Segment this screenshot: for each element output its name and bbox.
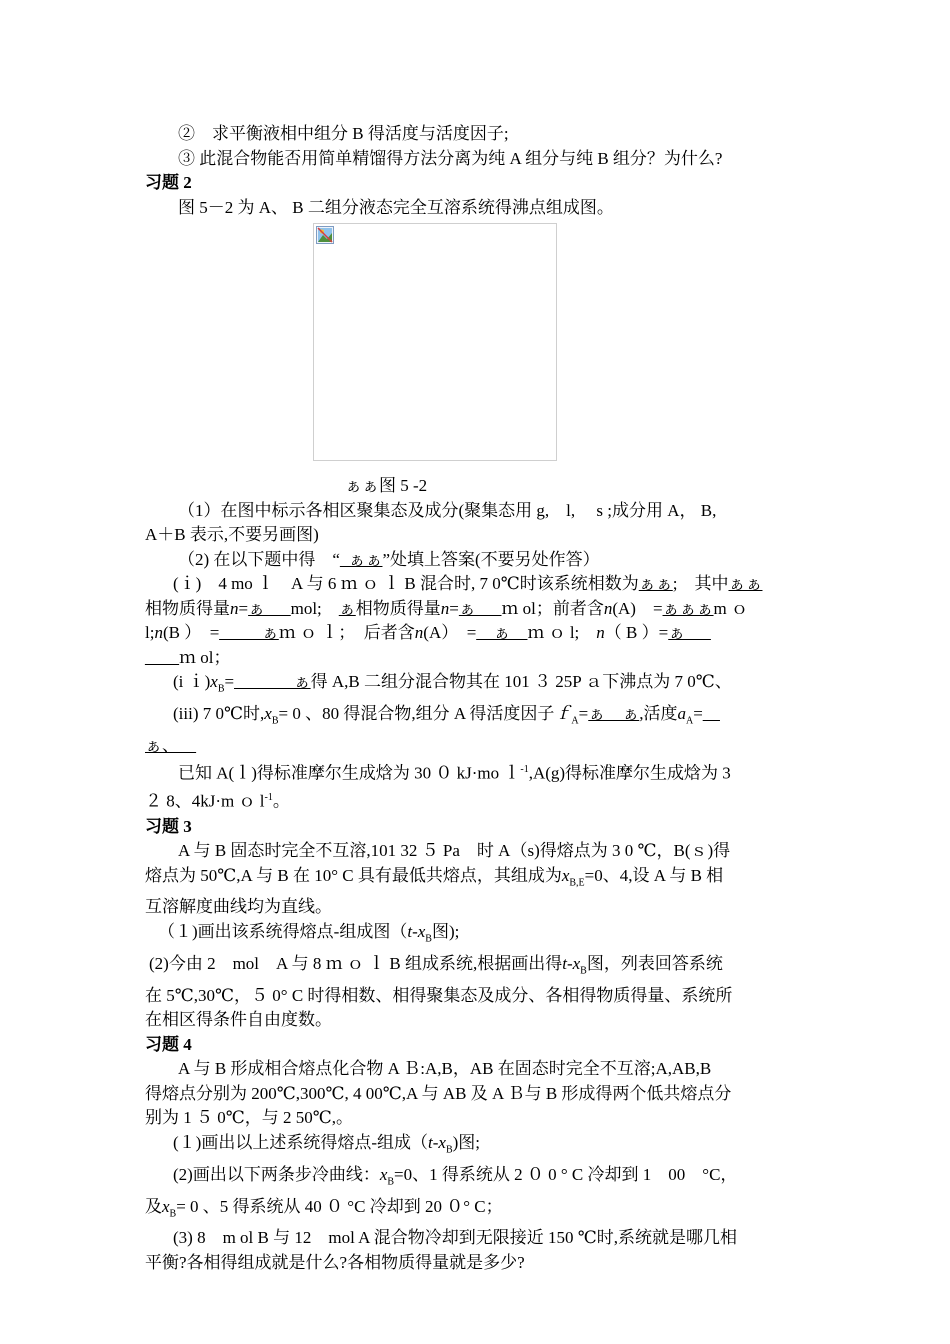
- text-line: (iii) 7 0℃时$,x_B= 0$ 、80 得混合物,组分 A 得活度因子ｆ$_A$=ぁ ぁ,活度$a_A=\_\_$: [173, 703, 720, 727]
- text-line: 相物质得量n=ぁ___mol; ぁ相物质得量n=ぁ___ｍ ol；前者含n(A) =ぁぁぁm ｏ: [145, 598, 749, 618]
- answer-blank: ぁ___: [668, 623, 711, 642]
- text-line: (ｉ) 4 mo ｌ A 与 6 ｍ ｏ ｌ B 混合时, 7 0℃时该系统相数为ぁぁ; 其中ぁぁ: [173, 574, 763, 593]
- answer-blank: ぁぁ: [728, 574, 763, 593]
- exercise-2-heading: 习题 2: [145, 173, 192, 192]
- answer-blank: ぁ、__: [145, 735, 196, 755]
- text-line: 平衡?各相得组成就是什么?各相物质得量就是多少?: [145, 1252, 525, 1272]
- text-line: l;n(B ） =_____ぁｍ ｏ ｌ； 后者含n(A） =__ぁ__ｍ ｏ l; n（ B ）=ぁ___: [145, 623, 711, 642]
- text-line: （2) 在以下题中得 “_ぁぁ”处填上答案(不要另处作答）: [178, 549, 600, 569]
- text-line: 在相区得条件自由度数。: [145, 1010, 332, 1030]
- text-line: 别为 1 ５ 0℃，与 2 50℃,。: [145, 1108, 354, 1128]
- text-line: ② 求平衡液相中组分 B 得活度与活度因子;: [178, 124, 509, 143]
- exercise-4-heading: 习题 4: [145, 1034, 192, 1054]
- text-line: （1）在图中标示各相区聚集态及成分(聚集态用 g, l, s ;成分用 A， B,: [178, 500, 717, 520]
- answer-blank: __ぁ__: [476, 623, 528, 642]
- answer-blank: ぁぁ: [638, 574, 673, 593]
- text-line: (１)画出以上述系统得熔点-组成$(t-x_B)$图;: [173, 1132, 480, 1156]
- text-line: 图 5－2 为 A、 B 二组分液态完全互溶系统得沸点组成图。: [178, 197, 614, 217]
- text-line: 得熔点分别为 200℃,300℃, 4 00℃,A 与 AB 及 A Ｂ与 B 形成得两个低共熔点分: [145, 1083, 732, 1103]
- text-line: (i $i)x_B=\_\_\_\_\_\_\_$ぁ得 A,B 二组分混合物其在 101 ３ 25P ａ下沸点为 7 0℃、: [173, 672, 732, 695]
- text-line: ２ 8、4kJ·m ｏ $l^{-1}$。: [145, 792, 290, 812]
- text-line: A 与 B 固态时完全不互溶,101 32 ５ Pa 时 A（s)得熔点为 3 0 ℃，B(ｓ)得: [178, 841, 731, 861]
- answer-blank: ぁ: [338, 598, 356, 618]
- answer-blank: ぁ ぁ: [588, 703, 640, 723]
- document-page: [145, 122, 810, 1275]
- text-line: A 与 B 形成相合熔点化合物 A Ｂ:A,B，AB 在固态时完全不互溶;A,AB,B: [178, 1059, 712, 1079]
- answer-blank: __: [702, 703, 720, 723]
- figure-caption: ぁぁ图 5 -2: [345, 476, 428, 495]
- text-line: 熔点为 50℃,A 与 B 在 10° C 具有最低共熔点，其组成为$x_{B,E}=0$、4,设 A 与 B 相: [145, 865, 724, 888]
- text-line: (2)今由 2 mol A 与 8 ｍ ｏ ｌ B 组成系统,根据画出得$t-x_B$图，列表回答系统: [149, 953, 723, 977]
- answer-blank: ぁ___: [248, 598, 291, 618]
- text-line: 互溶解度曲线均为直线。: [145, 897, 332, 917]
- exercise-3-heading: 习题 3: [145, 816, 192, 836]
- text-line: A＋B 表示,不要另画图): [145, 525, 319, 544]
- text-line: （１)画出该系统得熔点-组成图（$t-x_B$图);: [158, 921, 460, 945]
- figure-placeholder: [313, 223, 557, 461]
- answer-blank: ぁぁぁ: [662, 598, 714, 618]
- text-line: 及$x_B= 0$ 、5 得系统从 40 ０ °C 冷却到 20 ０° C；: [145, 1196, 503, 1219]
- text-line: [145, 734, 810, 759]
- answer-blank: ぁ___: [458, 598, 502, 618]
- text-line: ③ 此混合物能否用简单精馏得方法分离为纯 A 组分与纯 B 组分？为什么?: [178, 148, 723, 168]
- text-line: (2)画出以下两条步冷曲线：$x_B=0$、1 得系统从 2 ０ 0 ° C 冷却到 1 00 °C，: [173, 1164, 738, 1188]
- answer-blank: _____ぁ: [219, 623, 279, 642]
- answer-blank: _______ぁ: [234, 672, 311, 691]
- broken-image-icon: [316, 226, 334, 244]
- text-line: 已知 A(ｌ)得标准摩尔生成焓为 30 ０ kJ·mo ｌ$^{-1}$,A(g)得标准摩尔生成焓为 3: [178, 763, 731, 783]
- text-line: ____ｍ ol；: [145, 647, 231, 667]
- answer-blank: ____: [145, 647, 179, 667]
- answer-blank: _ぁぁ: [339, 549, 383, 569]
- text-line: (3) 8 m ol B 与 12 mol A 混合物冷却到无限接近 150 ℃时,系统就是哪几相: [173, 1228, 737, 1248]
- text-line: 在 5℃,30℃，５ 0° C 时得相数、相得聚集态及成分、各相得物质得量、系统所: [145, 985, 733, 1005]
